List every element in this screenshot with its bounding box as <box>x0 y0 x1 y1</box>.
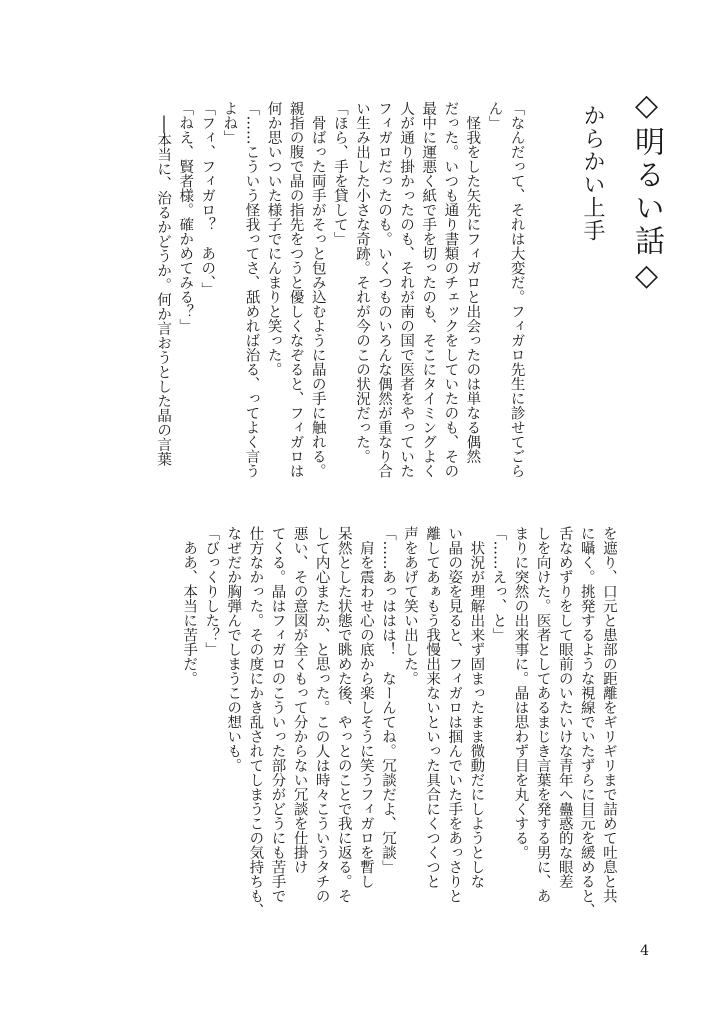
text-line: ああ、本当に苦手だ。 <box>181 526 198 686</box>
chapter-title: ◇明るい話◇ <box>629 88 664 296</box>
chapter-subtitle: からかい上手 <box>580 104 605 242</box>
text-line: 声をあげて笑い出した。 <box>402 526 419 686</box>
text-line: 人が通り掛かったのも、それが南の国で医者をやっていた <box>398 101 415 478</box>
text-line: 舌なめずりをして眼前のいたいけな青年へ蠱惑的な眼差 <box>556 526 573 889</box>
text-line: 仕方なかった。その度にかき乱されてしまうこの気持ちも、 <box>247 526 264 918</box>
text-line: てくる。晶はフィガロのこういった部分がどうにも苦手で <box>269 526 286 903</box>
text-line: い生み出した小さな奇跡。それが今のこの状況だった。 <box>353 101 370 464</box>
text-line: 怪我をした矢先にフィガロと出会ったのは単なる偶然 <box>464 101 481 464</box>
text-line: フィガロだったのも。いくつものいろんな偶然が重なり合 <box>376 101 393 478</box>
text-line: 「フィ、フィガロ？ あの、」 <box>199 101 216 297</box>
text-line: ──本当に、治るかどうか。何か言おうとした晶の言葉 <box>155 101 172 467</box>
text-line: しを向けた。医者としてあるまじき言葉を発する男に、あ <box>534 526 551 903</box>
text-line: 状況が理解出来ず固まったまま微動だにしようとしな <box>468 526 485 889</box>
text-line: だった。いつも通り書類のチェックをしていたのも、その <box>442 101 459 478</box>
text-line: 「びっくりした？」 <box>203 526 220 657</box>
text-line: 「ほら、手を貸して」 <box>331 101 348 246</box>
page-number: 4 <box>640 943 649 959</box>
text-line: 悪い、その意図が全くもって分からない冗談を仕掛け <box>291 526 308 874</box>
text-line: まりに突然の出来事に。晶は思わず目を丸くする。 <box>512 526 529 860</box>
text-line: 呆然とした状態で眺めた後、やっとのことで我に返る。そ <box>335 526 352 903</box>
text-line: を遮り、口元と患部の距離をギリギリまで詰めて吐息と共 <box>600 526 617 903</box>
text-line: 「……えっ、と」 <box>490 526 507 642</box>
text-line: 骨ばった両手がそっと包み込むように晶の手に触れる。 <box>309 101 326 478</box>
upper-text-block <box>152 101 528 496</box>
text-line: ん」 <box>486 101 503 130</box>
text-line: して内心またか、と思った。この人は時々こういうタチの <box>313 526 330 903</box>
text-line: なぜだか胸弾んでしまうこの想いも。 <box>225 526 242 773</box>
text-line: 肩を震わせ心の底から楽しそうに笑うフィガロを暫し <box>357 526 374 889</box>
text-line: い晶の姿を見ると、フィガロは掴んでいた手をあっさりと <box>446 526 463 903</box>
text-line: に囁く。挑発するような視線でいたずらに目元を緩めると、 <box>578 526 595 918</box>
text-line: 親指の腹で晶の指先をつうと優しくなぞると、フィガロは <box>287 101 304 478</box>
text-line: 最中に運悪く紙で手を切ったのも、そこにタイミングよく <box>420 101 437 478</box>
text-line: 「ねえ、賢者様。確かめてみる？」 <box>177 101 194 333</box>
text-line: 離してあぁもう我慢出来ないといった具合にくつくつと <box>424 526 441 889</box>
text-line: 「……こういう怪我ってさ、舐めれば治る、ってよく言う <box>243 101 260 478</box>
text-line: よね」 <box>221 101 238 145</box>
text-line: 「……あっははは！ なーんてね。冗談だよ、冗談」 <box>379 526 396 874</box>
text-line: 何か思いついた様子でにんまりと笑った。 <box>265 101 282 377</box>
text-line: 「なんだって、それは大変だ。フィガロ先生に診せてごら <box>508 101 525 478</box>
lower-text-block <box>178 526 620 926</box>
